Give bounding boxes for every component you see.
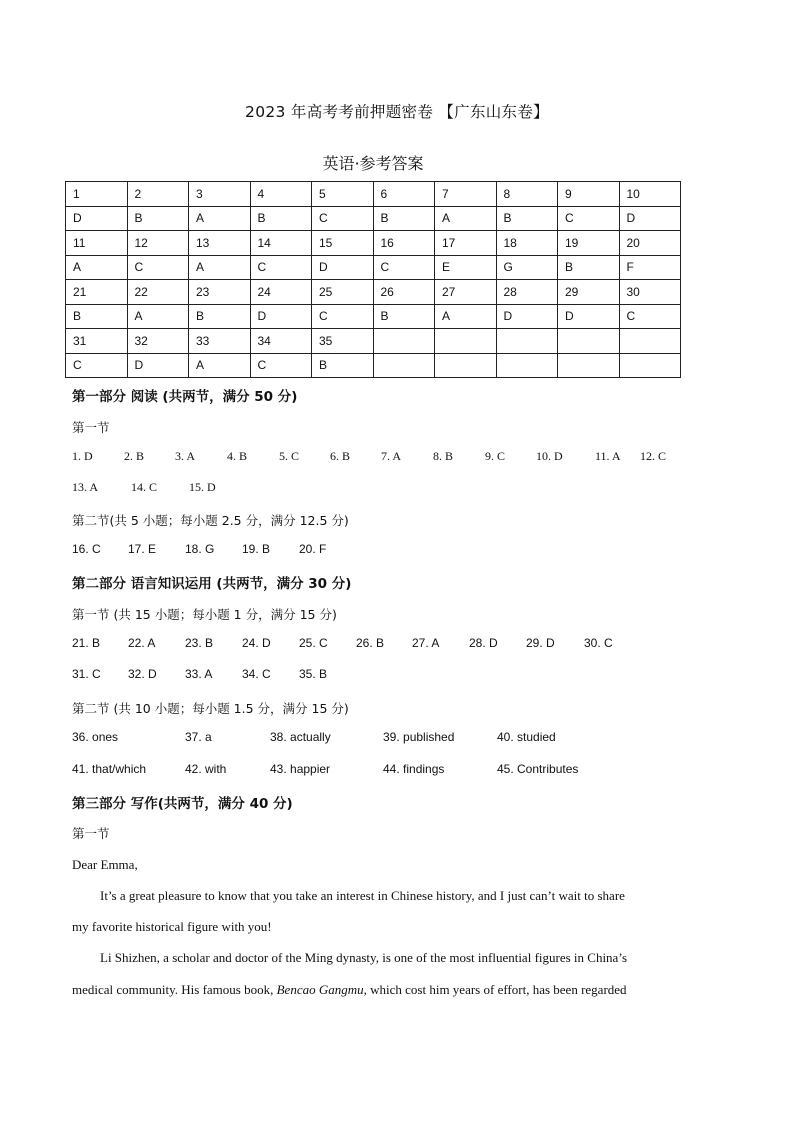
answer-item: 14. C [131,480,158,494]
question-number-cell [373,329,435,354]
question-number-cell: 16 [373,231,435,256]
answer-cell: A [435,304,497,329]
answer-cell: C [373,255,435,280]
answer-item: 29. D [526,636,555,650]
answer-cell: C [66,353,128,378]
answer-item: 42. with [185,762,227,776]
answer-item: 16. C [72,542,101,556]
question-number-cell: 27 [435,280,497,305]
letter-salutation: Dear Emma, [72,857,138,872]
answer-cell: B [558,255,620,280]
question-number-cell: 29 [558,280,620,305]
answer-cell: D [558,304,620,329]
answer-cell: D [496,304,558,329]
book-title: Bencao Gangmu [276,982,364,997]
answer-cell: B [127,206,189,231]
answer-item: 1. D [72,449,93,463]
part3-heading: 第三部分 写作(共两节，满分 40 分) [72,796,293,812]
question-number-cell: 33 [189,329,251,354]
question-number-cell: 5 [312,182,374,207]
letter-paragraph2-line1: Li Shizhen, a scholar and doctor of the Ming dynasty, is one of the most influential figures in China’s [100,950,628,965]
question-number-cell: 24 [250,280,312,305]
answer-item: 6. B [330,449,351,463]
question-number-cell: 28 [496,280,558,305]
question-number-cell: 20 [619,231,681,256]
document-title: 2023 年高考考前押题密卷 【广东山东卷】 [245,103,549,121]
question-number-cell: 1 [66,182,128,207]
answer-item: 24. D [242,636,271,650]
question-number-cell: 3 [189,182,251,207]
part2-heading: 第二部分 语言知识运用 (共两节，满分 30 分) [72,576,352,592]
answer-item: 35. B [299,667,328,681]
answer-cell: A [66,255,128,280]
answer-cell: C [619,304,681,329]
answer-cell [373,353,435,378]
part1-section1-title: 第一节 [72,420,110,435]
answer-item: 40. studied [497,730,556,744]
question-number-cell: 34 [250,329,312,354]
answer-cell: A [435,206,497,231]
answer-cell: D [619,206,681,231]
answer-row [66,255,681,280]
question-number-cell: 19 [558,231,620,256]
answer-cell [496,353,558,378]
answer-row [66,353,681,378]
question-number-cell: 32 [127,329,189,354]
question-number-cell: 9 [558,182,620,207]
answer-item: 23. B [185,636,214,650]
answer-item: 22. A [128,636,156,650]
answer-item: 38. actually [270,730,331,744]
question-number-cell: 6 [373,182,435,207]
question-number-cell: 21 [66,280,128,305]
answer-cell: C [127,255,189,280]
question-number-cell: 35 [312,329,374,354]
question-number-cell: 8 [496,182,558,207]
answer-item: 43. happier [270,762,331,776]
answer-cell: B [373,304,435,329]
question-number-cell [435,329,497,354]
letter-text: medical community. His famous book, [72,982,277,997]
answer-row [66,206,681,231]
letter-paragraph1-line2: my favorite historical figure with you! [72,919,272,934]
question-number-cell [619,329,681,354]
answer-item: 26. B [356,636,385,650]
answer-cell: E [435,255,497,280]
question-number-row [66,182,681,207]
answer-item: 9. C [485,449,506,463]
question-number-cell: 7 [435,182,497,207]
answer-cell: A [189,353,251,378]
question-number-cell [496,329,558,354]
answer-cell: D [312,255,374,280]
answer-item: 8. B [433,449,454,463]
letter-text: , which cost him years of effort, has been regarded [363,982,627,997]
answer-item: 4. B [227,449,248,463]
answer-cell [558,353,620,378]
answer-item: 31. C [72,667,101,681]
answer-cell [619,353,681,378]
question-number-cell: 11 [66,231,128,256]
question-number-cell: 4 [250,182,312,207]
answer-cell [435,353,497,378]
question-number-row [66,280,681,305]
answer-item: 10. D [536,449,563,463]
question-number-cell: 14 [250,231,312,256]
answer-item: 15. D [189,480,216,494]
answer-cell: D [250,304,312,329]
question-number-cell: 15 [312,231,374,256]
answer-cell: G [496,255,558,280]
question-number-cell: 18 [496,231,558,256]
answer-item: 18. G [185,542,215,556]
answer-cell: B [66,304,128,329]
answer-item: 36. ones [72,730,119,744]
question-number-cell: 22 [127,280,189,305]
part1-section2-title: 第二节(共 5 小题；每小题 2.5 分，满分 12.5 分) [72,513,349,528]
question-number-row [66,231,681,256]
answer-cell: F [619,255,681,280]
answer-item: 34. C [242,667,271,681]
answer-cell: A [189,206,251,231]
answer-item: 21. B [72,636,101,650]
question-number-row [66,329,681,354]
answer-item: 5. C [279,449,300,463]
answer-cell: D [127,353,189,378]
question-number-cell [558,329,620,354]
letter-paragraph2-line2 [72,982,682,998]
answer-cell: C [558,206,620,231]
answer-table [65,181,681,378]
answer-item: 30. C [584,636,613,650]
answer-item: 25. C [299,636,328,650]
answer-item: 12. C [640,449,667,463]
answer-cell: B [312,353,374,378]
answer-row [66,304,681,329]
question-number-cell: 10 [619,182,681,207]
answer-item: 37. a [185,730,212,744]
answer-item: 45. Contributes [497,762,579,776]
answer-item: 28. D [469,636,498,650]
answer-cell: B [496,206,558,231]
answer-cell: A [127,304,189,329]
part1-heading: 第一部分 阅读 (共两节，满分 50 分) [72,389,298,405]
answer-cell: A [189,255,251,280]
answer-cell: C [312,206,374,231]
answer-cell: B [373,206,435,231]
answer-item: 2. B [124,449,145,463]
letter-paragraph1-line1: It’s a great pleasure to know that you take an interest in Chinese history, and I just can’t wait to share [100,888,625,903]
part2-section2-title: 第二节 (共 10 小题；每小题 1.5 分，满分 15 分) [72,701,349,716]
answer-cell: B [189,304,251,329]
answer-item: 11. A [595,449,621,463]
question-number-cell: 30 [619,280,681,305]
answer-cell: B [250,206,312,231]
answer-cell: C [250,353,312,378]
part2-section1-title: 第一节 (共 15 小题；每小题 1 分，满分 15 分) [72,607,337,622]
question-number-cell: 2 [127,182,189,207]
answer-item: 3. A [175,449,196,463]
answer-item: 20. F [299,542,327,556]
question-number-cell: 25 [312,280,374,305]
question-number-cell: 12 [127,231,189,256]
answer-item: 7. A [381,449,402,463]
answer-item: 44. findings [383,762,445,776]
question-number-cell: 17 [435,231,497,256]
question-number-cell: 13 [189,231,251,256]
document-subtitle: 英语·参考答案 [322,154,424,173]
answer-item: 13. A [72,480,99,494]
answer-cell: C [312,304,374,329]
answer-item: 17. E [128,542,157,556]
answer-cell: D [66,206,128,231]
answer-cell: C [250,255,312,280]
answer-item: 27. A [412,636,440,650]
question-number-cell: 26 [373,280,435,305]
answer-item: 33. A [185,667,213,681]
question-number-cell: 23 [189,280,251,305]
answer-item: 41. that/which [72,762,147,776]
part3-section1-title: 第一节 [72,826,110,841]
answer-item: 19. B [242,542,271,556]
answer-item: 32. D [128,667,157,681]
answer-item: 39. published [383,730,455,744]
question-number-cell: 31 [66,329,128,354]
